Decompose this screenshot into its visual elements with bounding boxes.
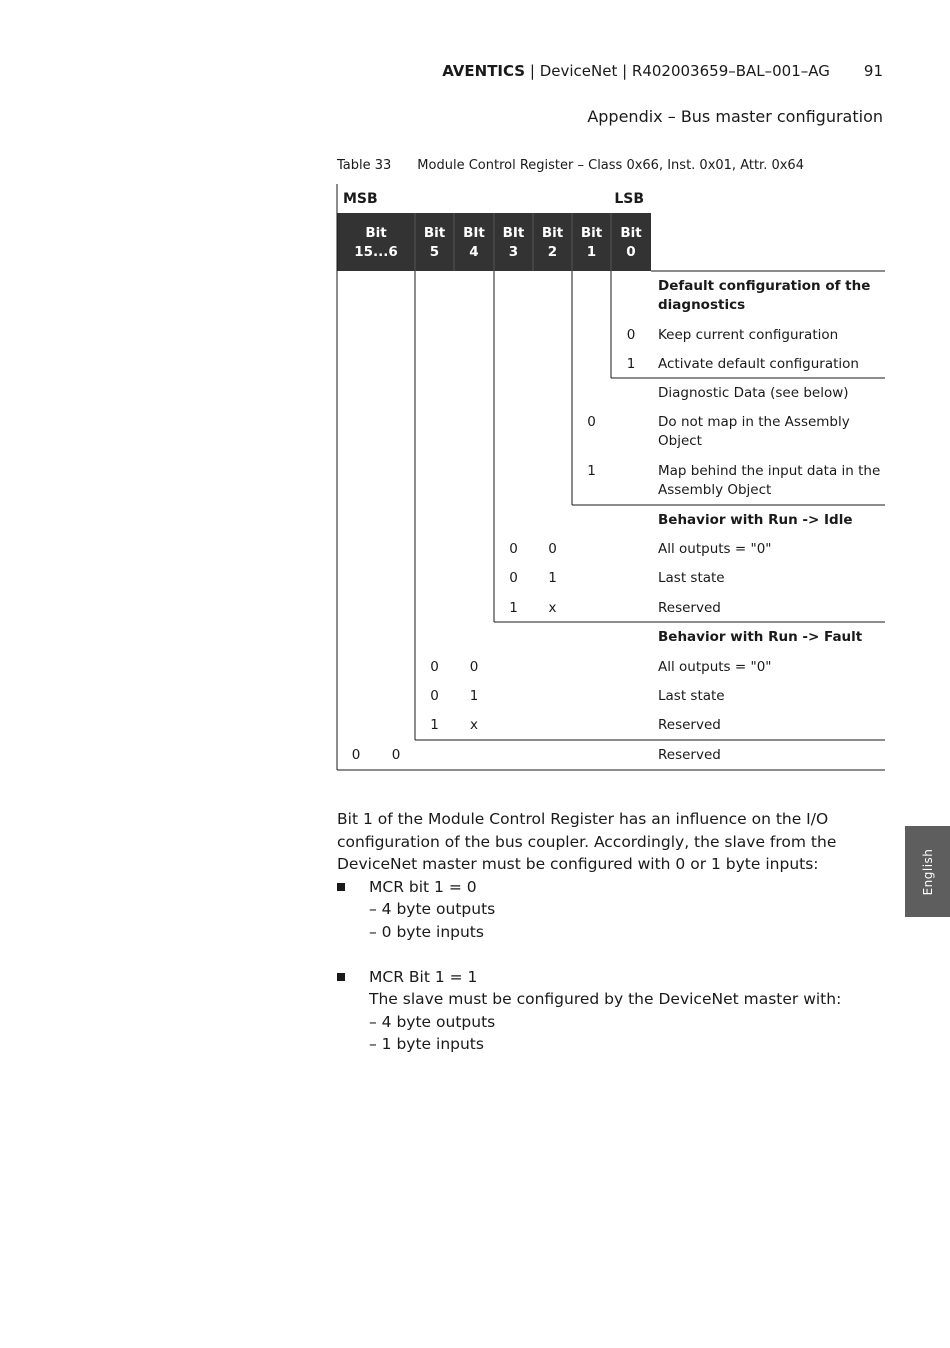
bit-header: 1 xyxy=(586,244,597,260)
bit-header: Bit xyxy=(423,225,446,241)
row-description: Reserved xyxy=(658,717,721,733)
table-title: Module Control Register – Class 0x66, Inst. 0x01, Attr. 0x64 xyxy=(417,158,804,173)
bit-value: 0 xyxy=(469,659,479,675)
bit-value: 0 xyxy=(351,747,361,763)
row-description: Assembly Object xyxy=(658,482,772,498)
body-text xyxy=(337,808,857,1056)
bullet-line: The slave must be configured by the DeviceNet master with: xyxy=(369,990,842,1009)
bit-value: 1 xyxy=(469,688,479,704)
row-description: Reserved xyxy=(658,747,721,763)
intro-line: Bit 1 of the Module Control Register has an influence on the I/O xyxy=(337,810,829,828)
bit-value: 0 xyxy=(587,414,596,430)
row-description: Reserved xyxy=(658,600,721,616)
section-title: Appendix – Bus master configuration xyxy=(587,107,883,126)
group-heading: diagnostics xyxy=(658,297,746,313)
bit-value: 0 xyxy=(509,570,518,586)
bit-header: 4 xyxy=(469,244,479,260)
group-heading: Default configuration of the xyxy=(658,278,871,294)
group-heading: Behavior with Run -> Fault xyxy=(658,629,863,645)
bit-value: 1 xyxy=(430,717,439,733)
bit-header: 0 xyxy=(626,244,636,260)
bullet-title: MCR bit 1 = 0 xyxy=(369,877,477,896)
row-description: Do not map in the Assembly xyxy=(658,414,850,430)
bit-header: BIt xyxy=(502,225,525,241)
bit-value: 0 xyxy=(391,747,401,763)
group-heading: Behavior with Run -> Idle xyxy=(658,512,853,528)
bullet-subitem: – 4 byte outputs xyxy=(369,900,496,919)
bit-value: 1 xyxy=(587,463,596,479)
bullet-subitem: – 4 byte outputs xyxy=(369,1012,496,1031)
bit-value: 1 xyxy=(626,356,636,372)
bit-header: 15...6 xyxy=(354,244,398,260)
intro-line: configuration of the bus coupler. Accordingly, the slave from the xyxy=(337,832,837,851)
msb-label: MSB xyxy=(343,191,378,207)
brand-name: AVENTICS xyxy=(442,62,526,80)
bit-header: 3 xyxy=(508,244,519,260)
bit-value: x xyxy=(470,717,478,733)
bit-header: Bit xyxy=(541,225,564,241)
bit-value: 0 xyxy=(548,541,557,557)
language-tab[interactable] xyxy=(905,826,950,917)
bit-value: 0 xyxy=(626,327,636,343)
lsb-label: LSB xyxy=(614,191,644,207)
bit-header: Bit xyxy=(580,225,603,241)
bit-value: x xyxy=(548,600,557,616)
row-description: Map behind the input data in the xyxy=(658,463,881,479)
row-description: Last state xyxy=(658,570,725,586)
bit-value: 0 xyxy=(430,659,439,675)
bullet-subitem: – 0 byte inputs xyxy=(369,922,484,941)
bit-value: 1 xyxy=(548,570,557,586)
bit-header: Bit xyxy=(620,225,642,241)
bullet-mcr-bit-0 xyxy=(337,876,857,944)
bullet-mcr-bit-1 xyxy=(337,966,857,1056)
table-label: Table 33 xyxy=(337,158,392,173)
row-description: All outputs = "0" xyxy=(658,541,772,557)
row-description: All outputs = "0" xyxy=(658,659,772,675)
row-description: Last state xyxy=(658,688,725,704)
row-description: Diagnostic Data (see below) xyxy=(658,385,849,401)
row-description: Keep current configuration xyxy=(658,327,839,343)
bit-header: Bit xyxy=(365,225,387,241)
document-reference: | DeviceNet | R402003659–BAL–001–AG xyxy=(525,62,830,80)
bullet-title: MCR Bit 1 = 1 xyxy=(369,967,478,986)
bit-header: 5 xyxy=(429,244,440,260)
bullet-icon xyxy=(337,973,345,981)
bit-header: 2 xyxy=(547,244,558,260)
bit-value: 0 xyxy=(509,541,518,557)
page-number: 91 xyxy=(863,62,883,80)
row-description: Activate default configuration xyxy=(658,356,859,372)
intro-line: DeviceNet master must be configured with 0 or 1 byte inputs: xyxy=(337,855,819,874)
bit-value: 1 xyxy=(509,600,518,616)
bullet-icon xyxy=(337,883,345,891)
bit-header: BIt xyxy=(463,225,485,241)
language-tab-label: English xyxy=(920,848,935,895)
bullet-subitem: – 1 byte inputs xyxy=(369,1035,484,1054)
row-description: Object xyxy=(658,433,702,449)
bit-value: 0 xyxy=(430,688,439,704)
